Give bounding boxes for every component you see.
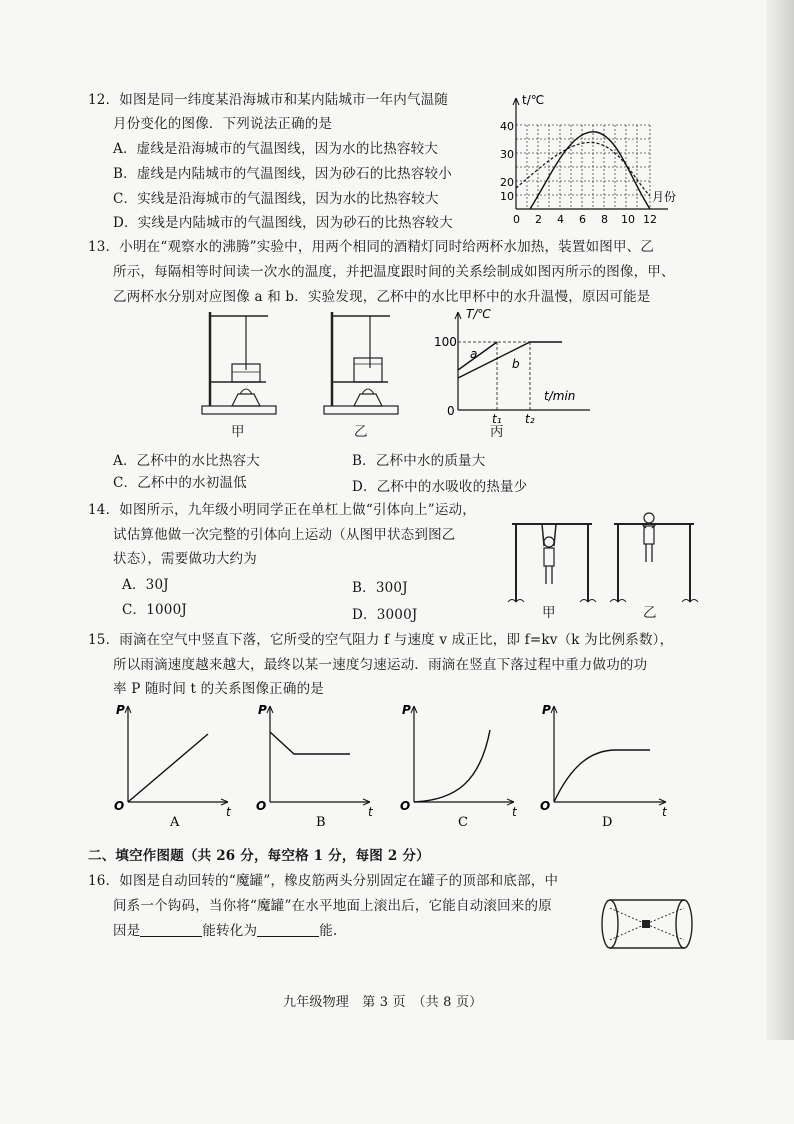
q15-b-x-label: t bbox=[368, 805, 373, 819]
q14-pullup-figure-yi bbox=[608, 512, 700, 608]
q15-stem-line1: 15．雨滴在空气中竖直下落，它所受的空气阻力 f 与速度 v 成正比，即 f=kv（k 为比例系数）， bbox=[88, 632, 674, 648]
q13-option-d: D．乙杯中的水吸收的热量少 bbox=[352, 479, 528, 495]
q13-fig-bing-caption: 丙 bbox=[490, 424, 504, 440]
q13-stem-line1: 13．小明在“观察水的沸腾”实验中，用两个相同的酒精灯同时给两杯水加热，装置如图甲、乙 bbox=[88, 239, 655, 255]
q13-origin: 0 bbox=[447, 404, 455, 418]
q14-pullup-figure-jia bbox=[506, 516, 598, 608]
q15-c-y-label: P bbox=[402, 703, 411, 717]
q14-option-d: D．3000J bbox=[352, 607, 418, 623]
q15-graph-c bbox=[396, 702, 521, 834]
q15-graph-a bbox=[110, 702, 235, 834]
q14-stem-line1: 14．如图所示，九年级小明同学正在单杠上做“引体向上”运动， bbox=[88, 502, 476, 518]
q12-ytick: 10 bbox=[500, 190, 514, 203]
q12-y-label: t/℃ bbox=[522, 93, 545, 107]
q12-ytick: 40 bbox=[500, 120, 514, 133]
q14-fig-yi-caption: 乙 bbox=[643, 605, 657, 621]
q13-stem-line2: 所示，每隔相等时间读一次水的温度，并把温度跟时间的关系绘制成如图丙所示的图像，甲、 bbox=[113, 264, 675, 280]
q15-b-y-label: P bbox=[258, 703, 267, 717]
q14-option-a: A．30J bbox=[122, 577, 169, 593]
q13-label-b: b bbox=[512, 357, 520, 371]
q15-curve-d bbox=[554, 750, 650, 802]
q13-value-100: 100 bbox=[434, 335, 457, 349]
q15-curve-c bbox=[414, 730, 490, 802]
q13-option-b: B．乙杯中水的质量大 bbox=[352, 453, 486, 469]
q14-fig-jia-caption: 甲 bbox=[542, 605, 556, 621]
q13-label-a: a bbox=[470, 347, 478, 361]
q12-ytick: 20 bbox=[500, 176, 514, 189]
q13-fig-yi-caption: 乙 bbox=[354, 424, 368, 440]
q13-y-label: T/℃ bbox=[466, 307, 491, 321]
q12-option-c: C．实线是沿海城市的气温图线，因为水的比热容较大 bbox=[113, 191, 439, 207]
q12-dashed-curve bbox=[516, 142, 650, 196]
q12-stem-line1: 12．如图是同一纬度某沿海城市和某内陆城市一年内气温随 bbox=[88, 92, 449, 108]
q15-curve-a bbox=[128, 734, 208, 802]
q16-magic-can-figure bbox=[600, 896, 696, 952]
q12-xtick: 6 bbox=[579, 213, 586, 226]
q16-stem-line3 bbox=[113, 921, 337, 941]
q16-text-part1: 因是 bbox=[113, 923, 141, 939]
q13-fig-jia-caption: 甲 bbox=[231, 424, 245, 440]
q15-graph-b bbox=[252, 702, 377, 834]
q12-xtick: 2 bbox=[535, 213, 542, 226]
q15-d-origin: O bbox=[540, 799, 551, 813]
q13-option-a: A．乙杯中的水比热容大 bbox=[113, 453, 260, 469]
q12-option-a: A．虚线是沿海城市的气温图线，因为水的比热容较大 bbox=[113, 141, 439, 157]
q14-option-b: B．300J bbox=[352, 580, 408, 596]
q12-xtick: 8 bbox=[601, 213, 608, 226]
q15-c-label: C bbox=[458, 815, 468, 830]
q13-apparatus-jia bbox=[196, 308, 280, 420]
q12-xtick: 0 bbox=[513, 213, 520, 226]
q13-apparatus-yi bbox=[318, 308, 402, 420]
q14-option-c: C．1000J bbox=[122, 602, 187, 618]
q12-xtick: 4 bbox=[557, 213, 564, 226]
q12-option-b: B．虚线是内陆城市的气温图线，因为砂石的比热容较小 bbox=[113, 166, 452, 182]
scan-edge-shadow bbox=[766, 0, 794, 1040]
q13-x-label: t/min bbox=[544, 389, 576, 403]
q13-stem-line3: 乙两杯水分别对应图像 a 和 b．实验发现，乙杯中的水比甲杯中的水升温慢，原因可能是 bbox=[113, 289, 651, 305]
q15-curve-b bbox=[270, 732, 350, 754]
section-2-heading: 二、填空作图题（共 26 分，每空格 1 分，每图 2 分） bbox=[88, 848, 430, 864]
q15-d-x-label: t bbox=[662, 805, 667, 819]
q13-t2: t₂ bbox=[525, 412, 535, 426]
q13-temperature-time-graph bbox=[434, 307, 600, 428]
q16-blank-1[interactable] bbox=[140, 922, 202, 937]
q12-xtick: 10 bbox=[621, 213, 635, 226]
q12-xtick: 12 bbox=[643, 213, 657, 226]
q16-blank-2[interactable] bbox=[257, 922, 319, 937]
q15-c-origin: O bbox=[400, 799, 411, 813]
q12-stem-line2: 月份变化的图像．下列说法正确的是 bbox=[113, 116, 333, 132]
q15-a-origin: O bbox=[114, 799, 125, 813]
q12-temperature-graph bbox=[490, 88, 690, 228]
q16-text-part2: 能转化为 bbox=[202, 923, 258, 939]
q15-d-label: D bbox=[602, 815, 613, 830]
q16-stem-line1: 16．如图是自动回转的“魔罐”，橡皮筋两头分别固定在罐子的顶部和底部，中 bbox=[88, 873, 559, 889]
q15-b-origin: O bbox=[256, 799, 267, 813]
q13-line-a bbox=[458, 342, 497, 370]
q12-ytick: 30 bbox=[500, 148, 514, 161]
q15-b-label: B bbox=[316, 815, 326, 830]
q15-a-y-label: P bbox=[116, 703, 125, 717]
q12-option-d: D．实线是内陆城市的气温图线，因为砂石的比热容较大 bbox=[113, 215, 453, 231]
q12-x-label: 月份 bbox=[652, 190, 677, 204]
q13-option-c: C．乙杯中的水初温低 bbox=[113, 475, 247, 491]
q16-stem-line2: 间系一个钩码，当你将“魔罐”在水平地面上滚出后，它能自动滚回来的原 bbox=[113, 898, 552, 914]
q12-solid-curve bbox=[530, 132, 650, 209]
q15-a-label: A bbox=[170, 815, 180, 830]
page-footer: 九年级物理 第 3 页 （共 8 页） bbox=[283, 995, 483, 1010]
q15-c-x-label: t bbox=[512, 805, 517, 819]
q14-stem-line3: 状态），需要做功大约为 bbox=[113, 551, 257, 567]
q16-text-part3: 能. bbox=[319, 923, 338, 939]
q14-stem-line2: 试估算他做一次完整的引体向上运动（从图甲状态到图乙 bbox=[113, 527, 456, 543]
q15-stem-line2: 所以雨滴速度越来越大，最终以某一速度匀速运动．雨滴在竖直下落过程中重力做功的功 bbox=[113, 657, 648, 673]
q15-a-x-label: t bbox=[226, 805, 231, 819]
q15-stem-line3: 率 P 随时间 t 的关系图像正确的是 bbox=[113, 681, 324, 697]
q15-graph-d bbox=[536, 702, 676, 834]
q13-t1: t₁ bbox=[492, 412, 502, 426]
q15-d-y-label: P bbox=[542, 703, 551, 717]
